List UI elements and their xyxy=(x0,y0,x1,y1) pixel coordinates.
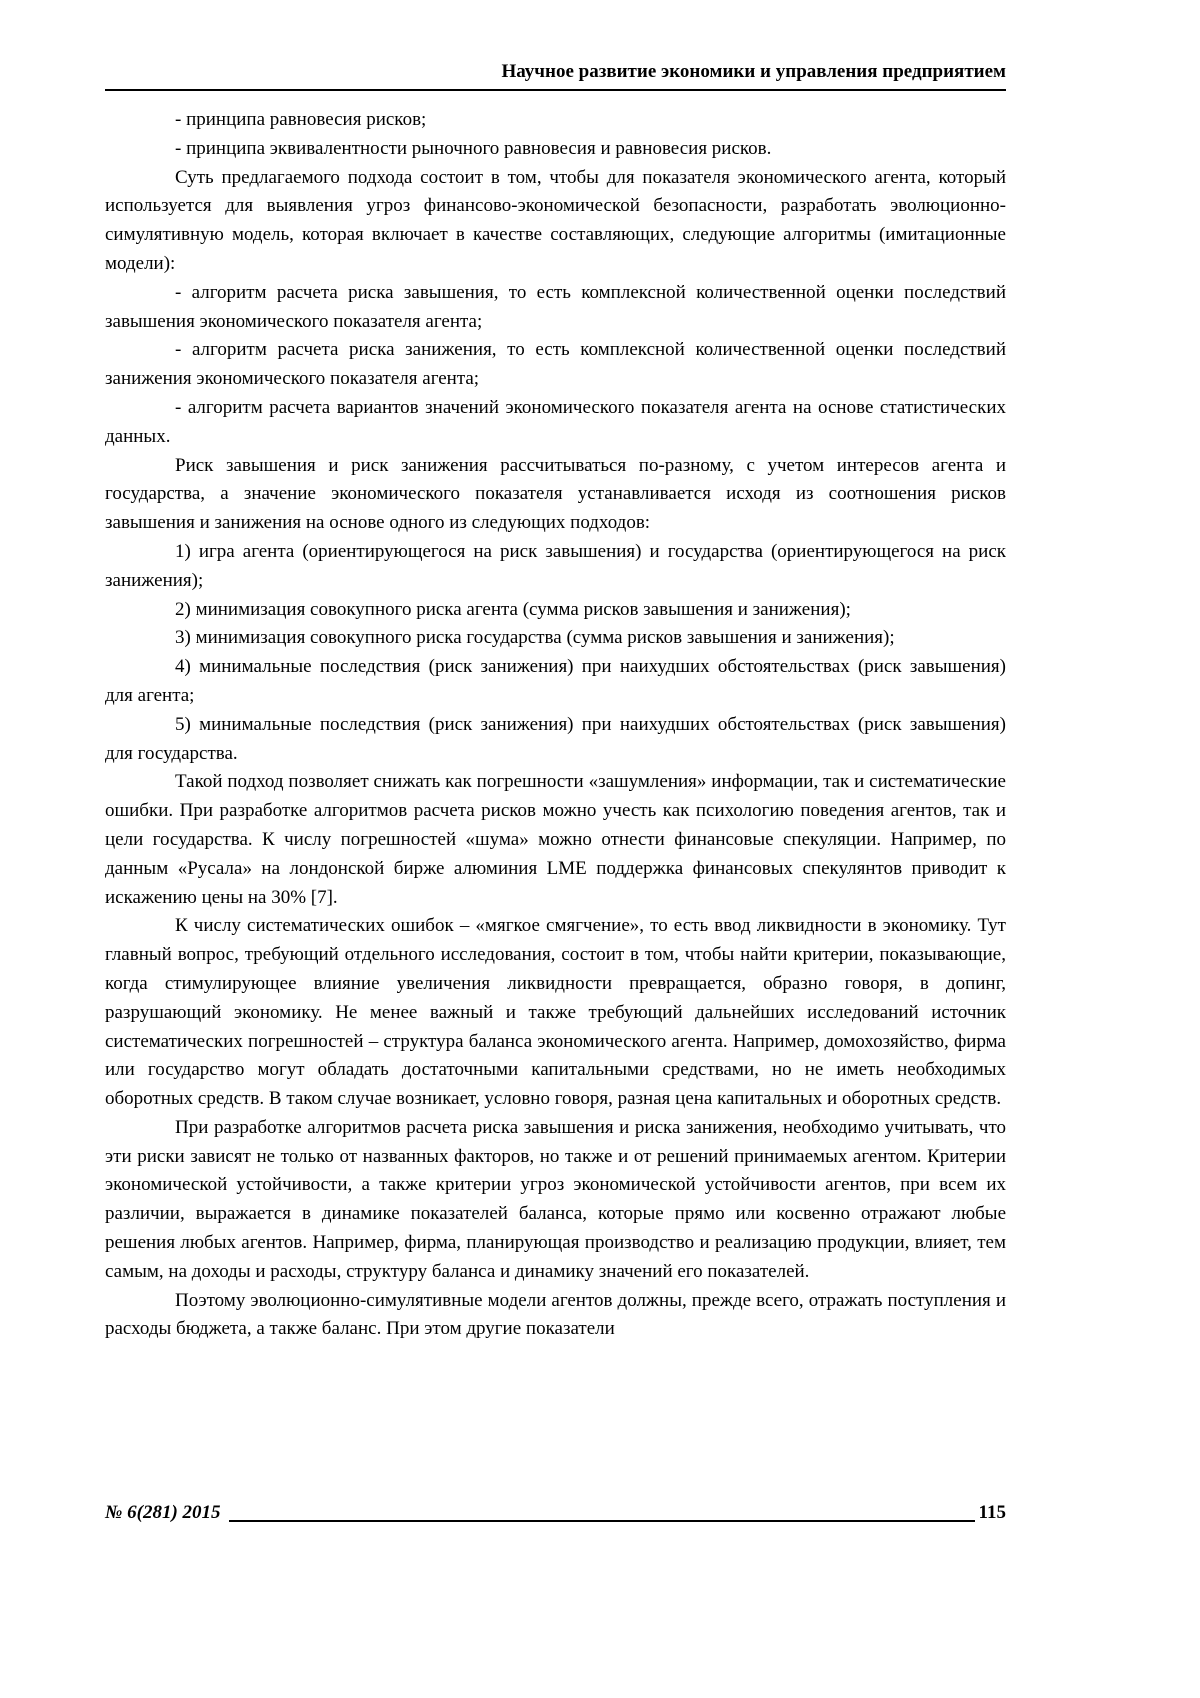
paragraph: 5) минимальные последствия (риск занижения) при наихудших обстоятельствах (риск завышения) для государства. xyxy=(105,713,1006,764)
issue-label: № 6(281) 2015 xyxy=(105,1502,221,1523)
paragraph: - принципа эквивалентности рыночного равновесия и равновесия рисков. xyxy=(175,137,772,159)
paragraph: 1) игра агента (ориентирующегося на риск завышения) и государства (ориентирующегося на риск занижения); xyxy=(105,540,1006,591)
paragraph: - алгоритм расчета вариантов значений экономического показателя агента на основе статистических данных. xyxy=(105,396,1006,447)
paragraph: - принципа равновесия рисков; xyxy=(175,109,427,130)
paragraph: При разработке алгоритмов расчета риска завышения и риска занижения, необходимо учитывать, что эти риски зависят не только от названных факторов, но также и от решений принимаемых агентом. Критерии экономической устойчивости, а также критерии угроз экономической устойчивости агентов, при всем их различии, выражается в динамике показателей баланса, которые прямо или косвенно отражают любые решения любых агентов. Например, фирма, планирующая производство и реализацию продукции, влияет, тем самым, на доходы и расходы, структуру баланса и динамику значений его показателей. xyxy=(105,1116,1006,1282)
footer-rule xyxy=(229,1520,975,1522)
paragraph: 4) минимальные последствия (риск занижения) при наихудших обстоятельствах (риск завышения) для агента; xyxy=(105,656,1006,706)
paragraph: Поэтому эволюционно-симулятивные модели агентов должны, прежде всего, отражать поступления и расходы бюджета, а также баланс. При этом другие показатели xyxy=(105,1289,1006,1340)
paragraph: 2) минимизация совокупного риска агента (сумма рисков завышения и занижения); xyxy=(175,598,851,620)
paragraph: - алгоритм расчета риска занижения, то есть комплексной количественной оценки последствий занижения экономического показателя агента; xyxy=(105,339,1006,390)
paragraph: Такой подход позволяет снижать как погрешности «зашумления» информации, так и систематические ошибки. При разработке алгоритмов расчета рисков можно учесть как психологию поведения агентов, так и цели государства. К числу погрешностей «шума» можно отнести финансовые спекуляции. Например, по данным «Русала» на лондонской бирже алюминия LME поддержка финансовых спекулянтов приводит к искажению цены на 30% [7]. xyxy=(105,771,1006,908)
page-number: 115 xyxy=(978,1502,1006,1523)
paragraph: 3) минимизация совокупного риска государства (сумма рисков завышения и занижения); xyxy=(175,627,895,649)
paragraph: - алгоритм расчета риска завышения, то есть комплексной количественной оценки последствий завышения экономического показателя агента; xyxy=(105,281,1006,332)
paragraph: Суть предлагаемого подхода состоит в том, чтобы для показателя экономического агента, который используется для выявления угроз финансово-экономической безопасности, разработать эволюционно-симулятивную модель, которая включает в качестве составляющих, следующие алгоритмы (имитационные модели): xyxy=(105,166,1006,274)
paragraph: Риск завышения и риск занижения рассчитываться по-разному, с учетом интересов агента и государства, а значение экономического показателя устанавливается исходя из соотношения рисков завышения и занижения на основе одного из следующих подходов: xyxy=(105,454,1006,534)
article-body xyxy=(105,106,1006,1344)
running-head-title: Научное развитие экономики и управления предприятием xyxy=(501,61,1006,82)
paragraph: К числу систематических ошибок – «мягкое смягчение», то есть ввод ликвидности в экономику. Тут главный вопрос, требующий отдельного исследования, состоит в том, чтобы найти критерии, показывающие, когда стимулирующее влияние увеличения ликвидности превращается, образно говоря, в допинг, разрушающий экономику. Не менее важный и также требующий дальнейших исследований источник систематических погрешностей – структура баланса экономического агента. Например, домохозяйство, фирма или государство могут обладать достаточными капитальными средствами, но не иметь необходимых оборотных средств. В таком случае возникает, условно говоря, разная цена капитальных и оборотных средств. xyxy=(105,915,1006,1110)
page-footer xyxy=(105,1500,1006,1526)
page-header xyxy=(105,60,1006,91)
